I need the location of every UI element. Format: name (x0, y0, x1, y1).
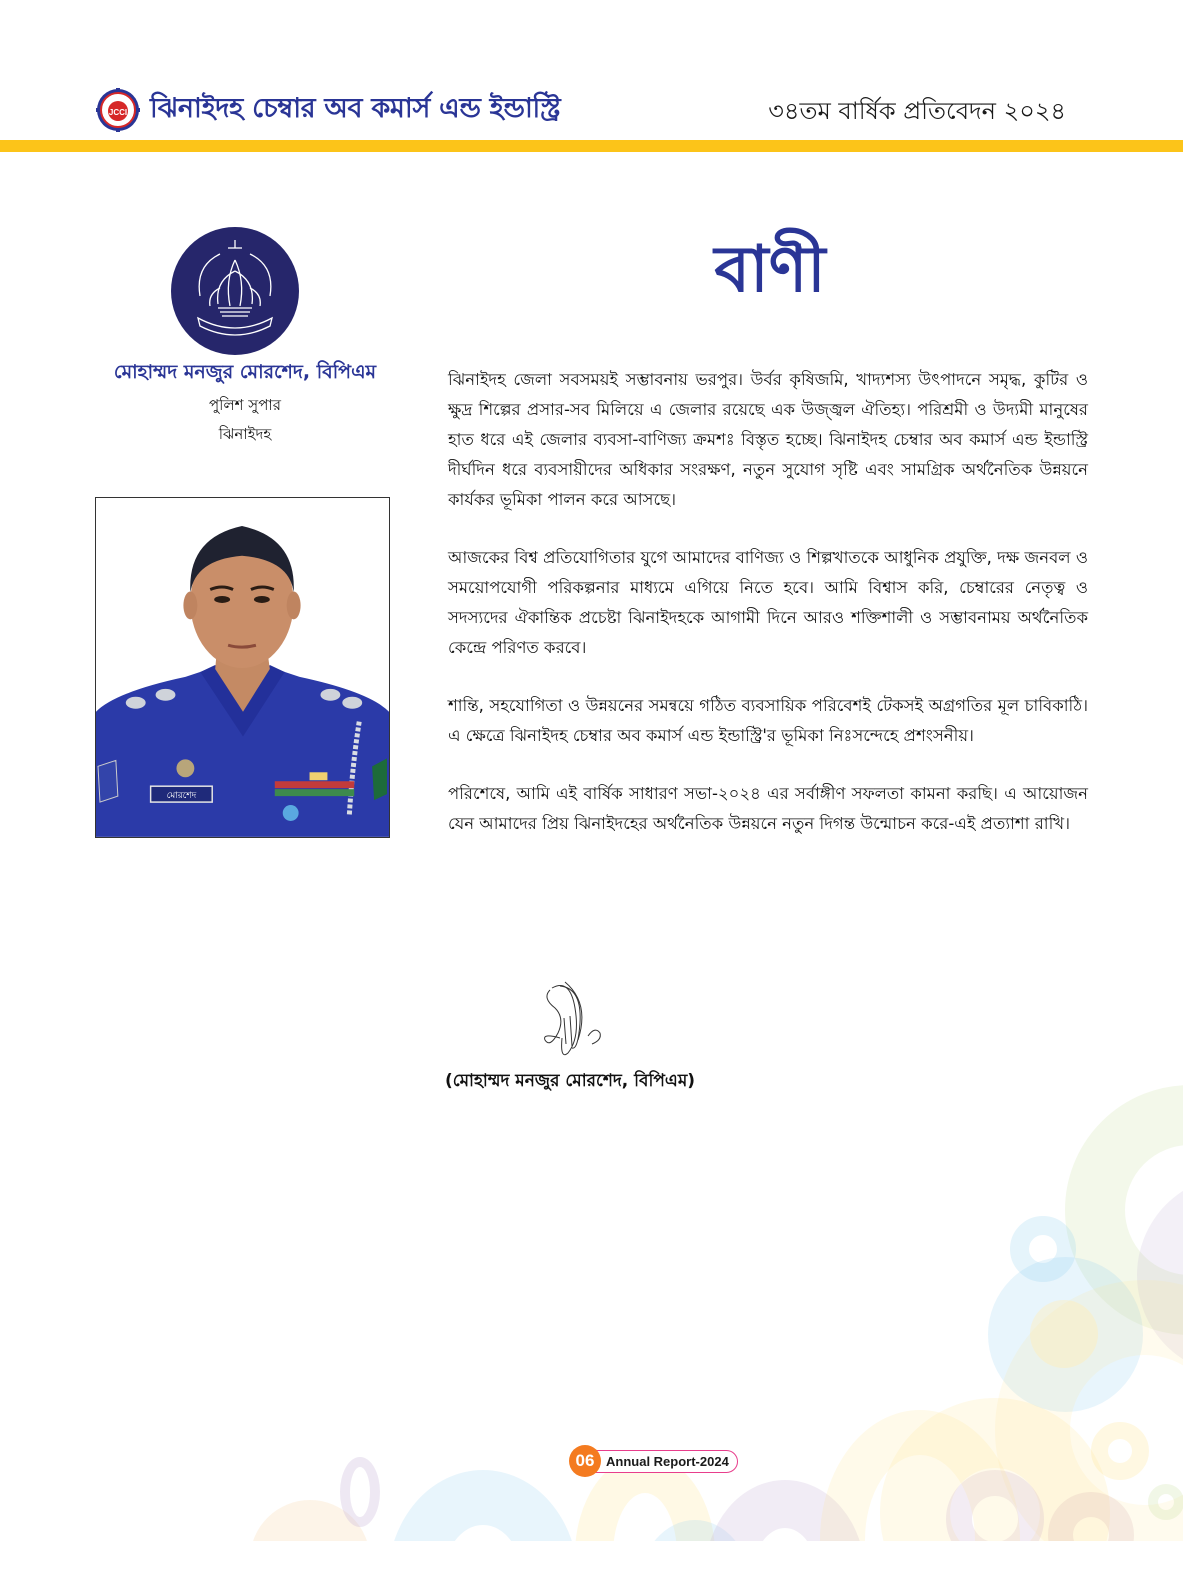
signatory-name: (মোহাম্মদ মনজুর মোরশেদ, বিপিএম) (444, 1071, 696, 1091)
report-title: ৩৪তম বার্ষিক প্রতিবেদন ২০২৪ (768, 97, 1066, 125)
message-body (448, 365, 1088, 867)
message-title: বাণী (714, 233, 826, 307)
person-designation: পুলিশ সুপার (209, 396, 281, 414)
person-location: ঝিনাইদহ (218, 425, 272, 443)
message-paragraph: শান্তি, সহযোগিতা ও উন্নয়নের সমন্বয়ে গঠিত ব্যবসায়িক পরিবেশই টেকসই অগ্রগতির মূল চাবিকাঠি। এ ক্ষেত্রে ঝিনাইদহ চেম্বার অব কমার্স এন্ড ইন্ডাস্ট্রি'র ভূমিকা নিঃসন্দেহে প্রশংসনীয়। (448, 696, 1088, 745)
svg-text:JCCI: JCCI (108, 108, 128, 117)
jcci-logo-icon (96, 88, 140, 132)
svg-text:মোরশেদ: মোরশেদ (166, 791, 197, 802)
footer-label: Annual Report-2024 (591, 1450, 738, 1473)
message-paragraph: পরিশেষে, আমি এই বার্ষিক সাধারণ সভা-২০২৪ এর সর্বাঙ্গীণ সফলতা কামনা করছি। এ আয়োজন যেন আমাদের প্রিয় ঝিনাইদহের অর্থনৈতিক উন্নয়নে নতুন দিগন্ত উন্মোচন করে-এই প্রত্যাশা রাখি। (448, 784, 1088, 833)
police-emblem-icon (170, 226, 300, 356)
message-paragraph: ঝিনাইদহ জেলা সবসময়ই সম্ভাবনায় ভরপুর। উর্বর কৃষিজমি, খাদ্যশস্য উৎপাদনে সমৃদ্ধ, কুটির ও ক্ষুদ্র শিল্পের প্রসার-সব মিলিয়ে এ জেলার রয়েছে এক উজ্জ্বল ঐতিহ্য। পরিশ্রমী ও উদ্যমী মানুষের হাত ধরে এই জেলার ব্যবসা-বাণিজ্য ক্রমশঃ বিস্তৃত হচ্ছে। ঝিনাইদহ চেম্বার অব কমার্স এন্ড ইন্ডাস্ট্রি দীর্ঘদিন ধরে ব্যবসায়ীদের অধিকার সংরক্ষণ, নতুন সুযোগ সৃষ্টি এবং সামগ্রিক অর্থনৈতিক উন্নয়নে কার্যকর ভূমিকা পালন করে আসছে। (448, 370, 1088, 509)
message-paragraph: আজকের বিশ্ব প্রতিযোগিতার যুগে আমাদের বাণিজ্য ও শিল্পখাতকে আধুনিক প্রযুক্তি, দক্ষ জনবল ও সময়োপযোগী পরিকল্পনার মাধ্যমে এগিয়ে নিতে হবে। আমি বিশ্বাস করি, চেম্বারের নেতৃত্ব ও সদস্যদের ঐকান্তিক প্রচেষ্টা ঝিনাইদহকে আগামী দিনে আরও শক্তিশালী ও সম্ভাবনাময় অর্থনৈতিক কেন্দ্রে পরিণত করবে। (448, 548, 1088, 657)
page-number: 06 (569, 1445, 601, 1477)
person-name: মোহাম্মদ মনজুর মোরশেদ, বিপিএম (113, 361, 377, 383)
organization-name: ঝিনাইদহ চেম্বার অব কমার্স এন্ড ইন্ডাস্ট্রি (150, 93, 561, 124)
signature-image (520, 978, 630, 1063)
officer-portrait (95, 497, 390, 838)
portrait-image (96, 498, 389, 837)
page-footer (569, 1446, 738, 1476)
header-divider (0, 140, 1183, 152)
